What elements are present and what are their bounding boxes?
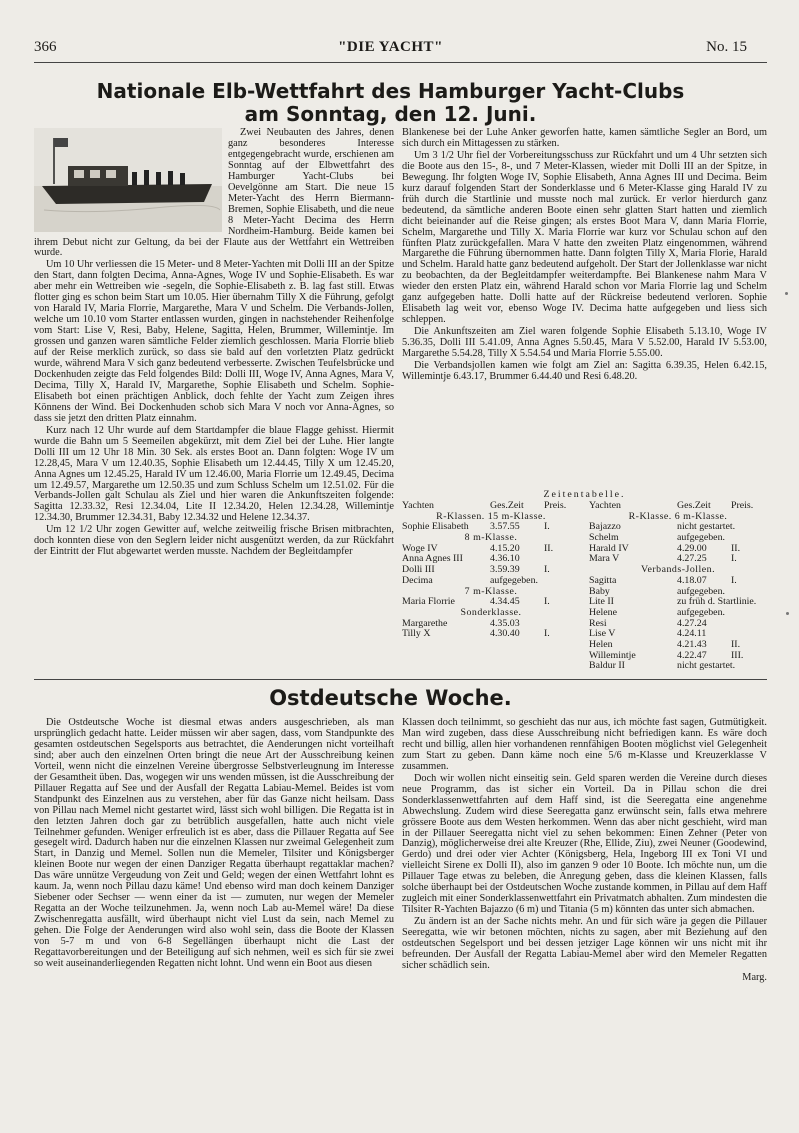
section-rule <box>34 679 767 680</box>
author-signature: Marg. <box>742 971 767 983</box>
yacht-name: Schelm <box>589 532 619 544</box>
total-time: 4.22.47 <box>677 649 707 661</box>
total-time: 4.30.40 <box>490 628 520 640</box>
prize: II. <box>731 638 741 650</box>
class-heading-text: Sonderklasse. <box>460 606 522 618</box>
page-number: 366 <box>34 39 57 55</box>
paragraph: Doch wir wollen nicht einseitig sein. Geld sparen werden die Vereine durch dieses neue Programm, das ist sicher ein Vorteil. Da in Pillau schon die drei Sonderklassenwettfahrten auf dem Haff sind, ist die Seeregatta eine angenehme Abwechslung. Zudem wird diese Seeregatta ganz erwünscht sein, falls etwa mehrere grössere Boote aus dem Westen herkommen. Wenn das aber nicht geschieht, wird man in der Pillauer Seeregatta nicht viel zu sehen bekommen: Einen Zehner (Peter von Danzig), möglicherweise drei alte Kreuzer (Rhe, Ellide, Ziu), zwei Neuner (Goodewind, Gerdo) und drei oder vier Achter (Königsberg, Hela, Ingeborg III ex Toni VI und vielleicht Sirene ex Dolli II), also im ganzen 9 oder 10 Boote. Ich möchte nun, um die Pillauer Tage etwas zu beleben, die Anregung geben, dass die kleinen Klassen, falls solche überhaupt bei der Ostdeutschen Woche zustande kommen, in Pillau auf dem Haff zugleich mit einer Sonderklassenwettfahrt ein Privatmatch abhalten. Zum mindesten die Tilsiter R-Yachten Bajazzo (6 m) und Titania (5 m) könnten das unter sich abmachen. <box>402 772 767 916</box>
article-title <box>34 80 747 126</box>
prize: I. <box>544 596 550 608</box>
total-time: nicht gestartet. <box>677 521 736 533</box>
class-heading-text: Verbands-Jollen. <box>640 564 716 576</box>
article-column-right <box>402 128 767 489</box>
prize: I. <box>544 628 550 640</box>
time-table <box>402 490 767 676</box>
yacht-name: Resi <box>589 617 607 629</box>
table-caption: Zeitentabelle. <box>543 489 626 500</box>
paragraph: Kurz nach 12 Uhr wurde auf dem Startdampfer die blaue Flagge gehisst. Hiermit wurde die Bahn um 5 Seemeilen abgekürzt, mit dem Ziel bei der Luhe. Hier langte Dolli III um 12 Uhr 18 Min. 30 Sek. als erstes Boot an. Dann folgten: Woge IV um 12.28,45, Mara V um 12.40.35, Sophie Elisabeth um 12.44.45, Tilly X um 12.45.20, Anna Agnes um 12.45.25, Harald IV um 12.46.00, Maria Florrie um 12.49.45, Decima um 12.49.57, Margarethe um 12.50.35 und zum Schluss Schelm um 12.51.02. Für die Verbands-Jollen galt Schulau als Ziel und hier waren die Ankunftszeiten folgende: Sagitta 12.33.32, Resi 12.34.04, Lite II 12.34.20, Helen 12.34.28, Willemintje 12.34.30, Brummer 12.34.31, Baby 12.34.32 und Helene 12.34.37. <box>34 424 394 524</box>
class-heading-text: R-Klasse. 6 m-Klasse. <box>628 510 728 522</box>
prize: I. <box>544 521 550 533</box>
prize: Preis. <box>544 500 567 511</box>
total-time: aufgegeben. <box>490 574 538 586</box>
total-time: 4.34.45 <box>490 596 520 608</box>
paragraph: Blankenese bei der Luhe Anker geworfen hatte, kamen sämtliche Segler an Bord, um sich durch ein Mittagessen zu stärken. <box>402 127 767 149</box>
yacht-name: Woge IV <box>402 542 438 554</box>
paragraph: Die Verbandsjollen kamen wie folgt am Ziel an: Sagitta 6.39.35, Helen 6.42.15, Willemintje 6.43.17, Brummer 6.44.40 und Resi 6.48.20. <box>402 360 767 382</box>
yacht-name: Anna Agnes III <box>402 553 463 565</box>
total-time: 4.21.43 <box>677 638 707 650</box>
yacht-name: Yachten <box>402 500 434 511</box>
issue-number: No. 15 <box>706 39 747 55</box>
yacht-name: Willemintje <box>589 649 636 661</box>
article2-title: Ostdeutsche Woche. <box>269 686 512 710</box>
yacht-name: Helen <box>589 638 613 650</box>
total-time: 3.59.39 <box>490 564 520 576</box>
prize: I. <box>731 553 737 565</box>
total-time: zu früh d. Startlinie. <box>677 596 757 608</box>
total-time: 4.27.24 <box>677 617 707 629</box>
prize: I. <box>731 574 737 586</box>
header-rule <box>34 62 767 63</box>
table-left-half <box>402 501 580 640</box>
yacht-name: Bajazzo <box>589 521 621 533</box>
table-right-half <box>589 501 767 672</box>
paragraph: Um 12 1/2 Uhr zogen Gewitter auf, welche zeitweilig frische Brisen mitbrachten, doch konnten diese von den Seglern leider nicht ausgenützt werden, da zur Rückfahrt der Eintritt der Flut abgewartet werden musste. Nachdem der Begleitdampfer <box>34 524 394 558</box>
yacht-name: Harald IV <box>589 542 629 554</box>
prize: III. <box>731 649 744 661</box>
article-title-line1: Nationale Elb-Wettfahrt des Hamburger Yacht-Clubs <box>96 79 685 103</box>
total-time: 4.15.20 <box>490 542 520 554</box>
prize: Preis. <box>731 500 754 511</box>
yacht-name: Maria Florrie <box>402 596 455 608</box>
total-time: 4.35.03 <box>490 617 520 629</box>
yacht-name: Mara V <box>589 553 620 565</box>
total-time: 3.57.55 <box>490 521 520 533</box>
paragraph: Um 10 Uhr verliessen die 15 Meter- und 8 Meter-Yachten mit Dolli III an der Spitze den Start, dann folgten Decima, Anna-Agnes, Woge IV und Sophie-Elisabeth. Es war aber mehr ein Wettreiben wie -segeln, die Sophie-Elisabeth z. B. lag fast still. Etwas flotter ging es schon beim Start um 10.05. Hier übernahm Tilly X die Führung, gefolgt von Harald IV, Maria Florrie, Margarethe, Mara V und Schelm. Die Verbands-Jollen, welche um 10.10 vom Starter entlassen wurden, gingen in nachstehender Reihenfolge vom Start: Lise V, Resi, Baby, Helene, Sagitta, Helen, Brummer, Willemintje. Im grossen und ganzen waren sämtliche Felder ziemlich geschlossen. Maria Florrie blieb auf der Reise merklich zurück, so dass sie bald auf den vorletzten Platz gedrückt wurde, während Mara V sich ganz bedeutend verbesserte. Zwischen Teufelsbrücke und Dockenhuden zeigte das Feld folgendes Bild: Dolli III, Woge IV, Anna Agnes, Mara V, Decima, Tilly X, Harald IV, Margarethe, Sophie Elisabeth und Schelm. Sophie-Elisabeth bot einen prächtigen Anblick, doch fehlte der Yacht zum Zeigen ihres Könnens der Wind. Bei Dockenhuden schob sich Mara V noch vor Anna-Agnes, so dass sie jetzt den dritten Platz einnahm. <box>34 259 394 424</box>
margin-speck <box>786 612 789 615</box>
total-time: 4.24.11 <box>677 628 707 640</box>
prize <box>731 661 767 672</box>
article-title-line2: am Sonntag, den 12. Juni. <box>244 102 537 126</box>
table-row <box>402 576 580 587</box>
table-row <box>589 608 767 619</box>
class-heading-text: 7 m-Klasse. <box>464 585 518 597</box>
total-time: nicht gestartet. <box>677 660 736 672</box>
total-time: aufgegeben. <box>677 532 725 544</box>
article2-column-left <box>34 718 394 1104</box>
total-time: 4.27.25 <box>677 553 707 565</box>
class-heading-text: 8 m-Klasse. <box>464 532 518 544</box>
yacht-name: Baby <box>589 585 610 597</box>
prize: I. <box>544 564 550 576</box>
magazine-title: "DIE YACHT" <box>338 39 443 55</box>
paragraph: Die Ankunftszeiten am Ziel waren folgende Sophie Elisabeth 5.13.10, Woge IV 5.36.35, Dolli III 5.41.09, Anna Agnes 5.50.45, Mara V 5.52.00, Harald IV 5.53.00, Margarethe 5.54.28, Tilly X 5.54.54 und Maria Florrie 5.55.00. <box>402 326 767 360</box>
total-time: 4.36.10 <box>490 553 520 565</box>
prize <box>731 522 767 533</box>
margin-speck <box>785 292 788 295</box>
class-heading-text: R-Klassen. 15 m-Klasse. <box>436 510 546 522</box>
total-time: Ges.Zeit <box>677 500 711 511</box>
motorboat-photo <box>34 128 222 232</box>
yacht-name: Dolli III <box>402 564 435 576</box>
table-row <box>589 576 767 587</box>
prize <box>731 608 767 619</box>
yacht-name: Yachten <box>589 500 621 511</box>
yacht-name: Lise V <box>589 628 616 640</box>
yacht-name: Tilly X <box>402 628 431 640</box>
table-row <box>589 661 767 672</box>
total-time: aufgegeben. <box>677 606 725 618</box>
yacht-name: Sophie Elisabeth <box>402 521 469 533</box>
prize <box>731 597 767 608</box>
table-class-heading <box>402 608 580 619</box>
yacht-name: Sagitta <box>589 574 617 586</box>
prize: II. <box>544 542 554 554</box>
prize <box>731 619 767 630</box>
yacht-name: Margarethe <box>402 617 448 629</box>
paragraph: Zwei Neubauten des Jahres, denen ganz besonderes Interesse entgegengebracht wurde, erschienen am Sonntag auf der Elbwettfahrt des Hamburger Yacht-Clubs bei Oevelgönne am Start. Die neue 15 Meter-Yacht des Herrn Biermann-Bremen, Sophie Elisabeth, und die neue 8 Meter-Yacht Decima des Herrn Nordheim-Hamburg. Beide kamen bei ihrem Debut nicht zur Geltung, da bei der Flaute aus der Wettfahrt ein Wettreiben wurde. <box>34 127 394 259</box>
prize <box>544 576 580 587</box>
paragraph: Zu ändern ist an der Sache nichts mehr. An und für sich wäre ja gegen die Pillauer Seeregatta, wie wir betonen möchten, nichts zu sagen, aber mit Beziehung auf den ostdeutschen Segelsport und bei dessen jetziger Lage können wir uns nicht mit ihr befreunden. Der Ausfall der Regatta Labiau-Memel aber wird den Memeler Regatten sicher schädlich sein. <box>402 916 767 971</box>
yacht-name: Lite II <box>589 596 614 608</box>
total-time: 4.18.07 <box>677 574 707 586</box>
total-time: 4.29.00 <box>677 542 707 554</box>
yacht-name: Decima <box>402 574 433 586</box>
paragraph: Die Ostdeutsche Woche ist diesmal etwas anders ausgeschrieben, als man ursprünglich gedacht hatte. Leider müssen wir aber sagen, dass, vom Standpunkte des gesamten ostdeutschen Segelsports aus betrachtet, die Aenderungen nicht vorteilhaft sind; aber auch den einzelnen Orten bringt die neue Art der Ausschreibung keinen Vorteil, wenn nicht die einzelnen Vereine übergrosse Selbstverleugnung im Interesse der Gesamtheit üben. Das, wogegen wir uns wenden müssen, ist die Ausschreibung der Pillauer Regatta auf See und der Ausfall der Regatta Labiau-Memel. Beides ist vom Standpunkt des Einzelnen aus zu verstehen, aber für das Ganze nicht heilsam. Dass von Pillau nach Memel nicht gestartet wird, lässt sich wohl billigen. Die Regatta ist in den letzten Jahren doch gar zu betrüblich ausgefallen, hatte auch nicht viele Teilnehmer gefunden. Weniger erfreulich ist es aber, dass die Pillauer Regatta auf See gesegelt wird. Dadurch haben nur die einzelnen Klassen nur zweimal Gelegenheit zum Start, in Danzig und Memel. Sollen nun die Memeler, Tilsiter und Königsberger kleinen Boote nur wegen der einen Danziger Regatta überhaupt regattaklar machen? Das wäre unnütze Vergeudung von Zeit und Geld; wegen der einen Wettfahrt lohnt es kaum. Ja, wenn noch Pillau dazu käme! Und ebenso wird man doch keinem Danziger Siebener oder Sechser — wenn einer da ist — zumuten, nur wegen der Memeler Regatta an der Woche teilzunehmen. Ja, wenn noch Lab au-Memel wäre! Da diese Zwischenregatta ausfällt, wird überhaupt nicht viel Lust da sein, nach Memel zu gehen. Die Folge der Aenderungen wird also wohl sein, dass die Boote der Klassen von 5-7 m und von 6-8 Segellängen überhaupt nicht die Last der Regattavorbereitungen und der Beteiligung auf sich nehmen, weil es sich für sie zwei so weit auseinanderliegenden Regatten nicht lohnt. Und wenn ein Boot aus diesen <box>34 717 394 969</box>
paragraph: Um 3 1/2 Uhr fiel der Vorbereitungsschuss zur Rückfahrt und um 4 Uhr setzten sich die Boote aus den 15-, 8-, und 7 Meter-Klassen, wieder mit Dolli III an der Spitze, in Bewegung. Ihr folgten Woge IV, Sophie Elisabeth, Anna Agnes III und Decima. Beim kurz darauf folgenden Start der Sonderklasse und 6 Meter-Klasse ging Harald IV zu früh durch die Startlinie und musste noch mal zurück. Er verlor hierdurch ganz bedeutend, da sämtliche anderen Boote einen sehr glatten Start hatten und ziemlich dicht beieinander auf die Reise gingen; als erstes Boot Mara V, dann Maria Florrie, Schelm, Margarethe und Tilly X. Maria Florrie war kurz vor Schulau schon auf den fünften Platz zurückgefallen. Mara V hatte den zweiten Platz eingenommen, während Margarethe die Führung übernommen hatte. Dann folgten Tilly X, Maria Florie, Harald und Schelm. Harald hatte ganz bedeutend aufgeholt. Der Start der Jollenklasse war nicht zu beobachten, da der Begleitdampfer weiterdampfte. Bei Blankenese nahm Mara V wieder den ersten Platz ein, während Harald schon vor Maria Florrie lag und Schelm ganz aufgegeben hatte. Dolli hatte auf der Rückreise bedeutend verloren. Sophie Elisabeth lag weit vor, ebenso Woge IV. Decima hatte aufgegeben und liess sich schleppen. <box>402 149 767 326</box>
yacht-name: Helene <box>589 606 617 618</box>
prize: II. <box>731 542 741 554</box>
paragraph: Klassen doch teilnimmt, so geschieht das nur aus, ich möchte fast sagen, Gutmütigkeit. Man wird zugeben, dass diese Ausschreibung nicht befriedigen kann. Es wäre doch recht und billig, allen hier vorhandenen rennfähigen Booten möglichst viel Gelegenheit zum Start zu geben. Dann käme noch eine 5/6 m-Klasse und Kreuzerklasse V zusammen. <box>402 717 767 772</box>
article2-column-right <box>402 718 767 1104</box>
article-column-left <box>34 128 394 676</box>
total-time: aufgegeben. <box>677 585 725 597</box>
total-time: Ges.Zeit <box>490 500 524 511</box>
page-header <box>34 39 747 59</box>
yacht-name: Baldur II <box>589 660 625 672</box>
table-row <box>402 629 580 640</box>
